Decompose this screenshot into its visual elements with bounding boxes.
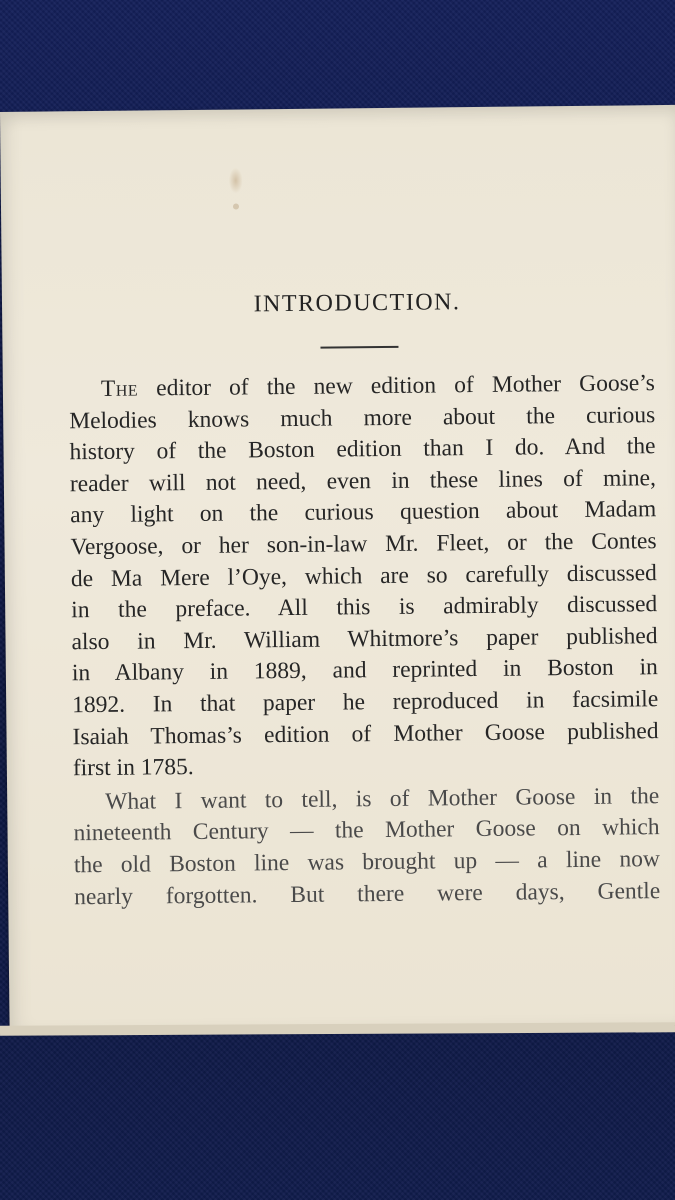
heading-rule xyxy=(320,346,398,349)
text-line: Isaiah Thomas’s edition of Mother Goose published xyxy=(72,717,659,750)
text-line: the old Boston line was brought up — a line now xyxy=(73,846,660,879)
paragraph-2 xyxy=(73,781,660,914)
paragraph-1 xyxy=(69,368,659,785)
text-line: nearly forgotten. But there were days, Gentle xyxy=(74,877,661,910)
text-line: any light on the curious question about Madam xyxy=(70,496,657,529)
text-line: The editor of the new edition of Mother Goose’s xyxy=(100,370,656,402)
text-line: history of the Boston edition than I do. And the xyxy=(69,433,656,466)
text-line: reader will not need, even in these lines of mine, xyxy=(69,464,657,498)
text-line: also in Mr. William Whitmore’s paper published xyxy=(71,622,658,656)
text-line: first in 1785. xyxy=(72,754,194,782)
page-edge xyxy=(0,1022,675,1036)
paper-stain xyxy=(229,167,243,193)
text-line: in Albany in 1889, and reprinted in Boston in xyxy=(71,654,658,687)
drop-word: The xyxy=(100,375,139,402)
text-line: Vergoose, or her son-in-law Mr. Fleet, or the Contes xyxy=(70,528,657,561)
text-line: in the preface. All this is admirably discussed xyxy=(71,591,658,624)
book-page xyxy=(0,105,675,1032)
text-line: Melodies knows much more about the curious xyxy=(69,401,656,434)
text-line: 1892. In that paper he reproduced in facsimile xyxy=(72,686,659,719)
text-line: de Ma Mere l’Oye, which are so carefully discussed xyxy=(70,559,657,592)
text-line: nineteenth Century — the Mother Goose on which xyxy=(73,814,660,847)
body-text xyxy=(69,368,661,913)
page-heading: INTRODUCTION. xyxy=(253,289,461,318)
paper-stain-small xyxy=(233,204,239,210)
text-line: What I want to tell, is of Mother Goose in the xyxy=(105,782,660,815)
